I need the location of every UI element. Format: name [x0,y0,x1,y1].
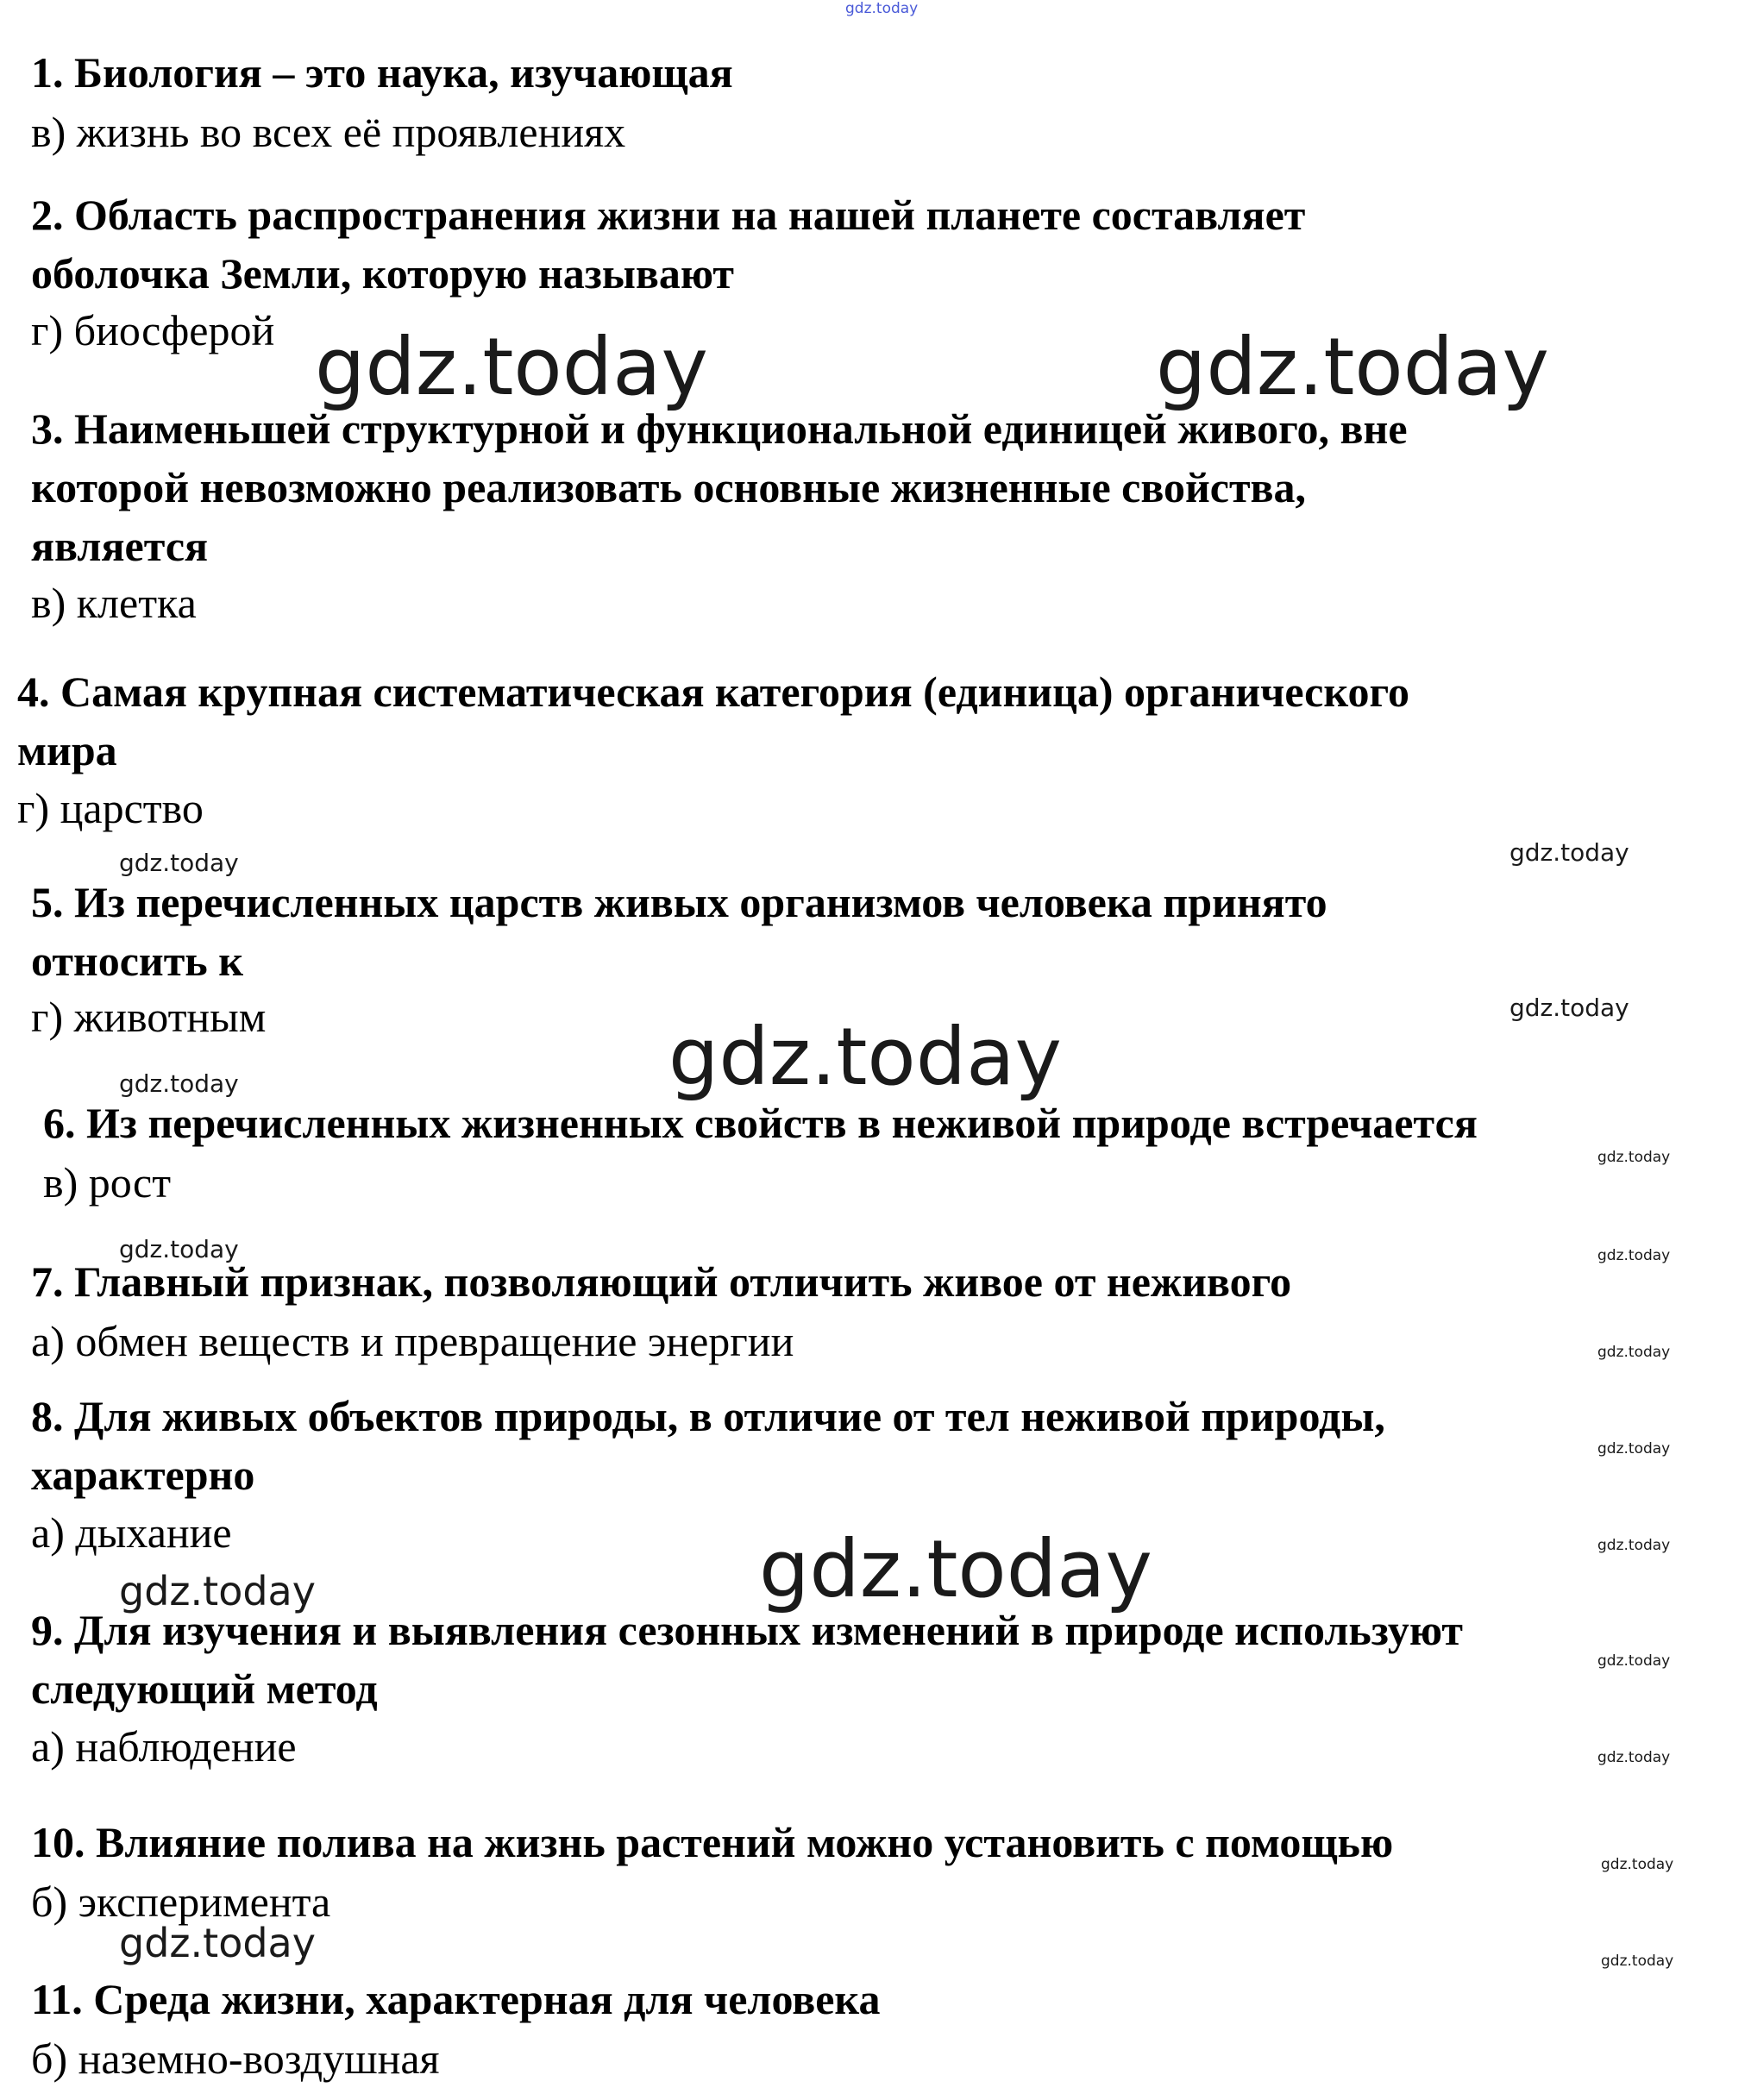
watermark-medium-1: gdz.today [119,1568,316,1614]
question-11: 11. Среда жизни, характерная для человека [31,1975,881,2023]
watermark-small-2: gdz.today [1509,838,1629,867]
question-7: 7. Главный признак, позволяющий отличить живое от неживого [31,1257,1292,1306]
answer-6: в) рост [43,1158,172,1207]
watermark-tiny-4: gdz.today [1597,1440,1671,1457]
answer-7: а) обмен веществ и превращение энергии [31,1317,794,1365]
watermark-large-4: gdz.today [759,1523,1152,1615]
question-5: 5. Из перечисленных царств живых организмов человека принято относить к [31,878,1327,985]
answer-8: а) дыхание [31,1508,232,1557]
question-8: 8. Для живых объектов природы, в отличие от тел неживой природы, характерно [31,1392,1385,1499]
watermark-tiny-5: gdz.today [1597,1537,1671,1554]
watermark-tiny-1: gdz.today [1597,1149,1671,1166]
watermark-small-4: gdz.today [119,1069,239,1098]
watermark-tiny-2: gdz.today [1597,1247,1671,1264]
watermark-tiny-6: gdz.today [1597,1652,1671,1670]
answer-5: г) животным [31,993,267,1041]
watermark-tiny-7: gdz.today [1597,1749,1671,1766]
question-9: 9. Для изучения и выявления сезонных изменений в природе используют следующий метод [31,1606,1463,1713]
watermark-small-5: gdz.today [119,1235,239,1263]
question-3: 3. Наименьшей структурной и функциональной единицей живого, вне которой невозможно реализовать основные жизненные свойства, является [31,404,1408,570]
question-10: 10. Влияние полива на жизнь растений можно установить с помощью [31,1818,1394,1866]
answer-9: а) наблюдение [31,1722,297,1771]
question-1: 1. Биология – это наука, изучающая [31,48,733,97]
answer-2: г) биосферой [31,306,275,354]
watermark-tiny-3: gdz.today [1597,1344,1671,1361]
answer-3: в) клетка [31,579,197,627]
watermark-medium-2: gdz.today [119,1920,316,1966]
answer-1: в) жизнь во всех её проявлениях [31,108,626,156]
answer-11: б) наземно-воздушная [31,2034,440,2083]
answer-10: б) эксперимента [31,1877,331,1926]
question-2: 2. Область распространения жизни на нашей планете составляет оболочка Земли, которую называют [31,191,1306,298]
question-6: 6. Из перечисленных жизненных свойств в неживой природе встречается [43,1099,1478,1147]
answer-4: г) царство [17,784,204,832]
watermark-tiny-8: gdz.today [1601,1856,1674,1873]
watermark-top: gdz.today [845,0,919,17]
watermark-large-2: gdz.today [1156,321,1549,413]
watermark-small-3: gdz.today [1509,994,1629,1022]
watermark-large-1: gdz.today [315,321,708,413]
watermark-small-1: gdz.today [119,849,239,877]
question-4: 4. Самая крупная систематическая категория (единица) органического мира [17,668,1409,774]
watermark-large-3: gdz.today [668,1011,1062,1103]
watermark-tiny-9: gdz.today [1601,1953,1674,1970]
